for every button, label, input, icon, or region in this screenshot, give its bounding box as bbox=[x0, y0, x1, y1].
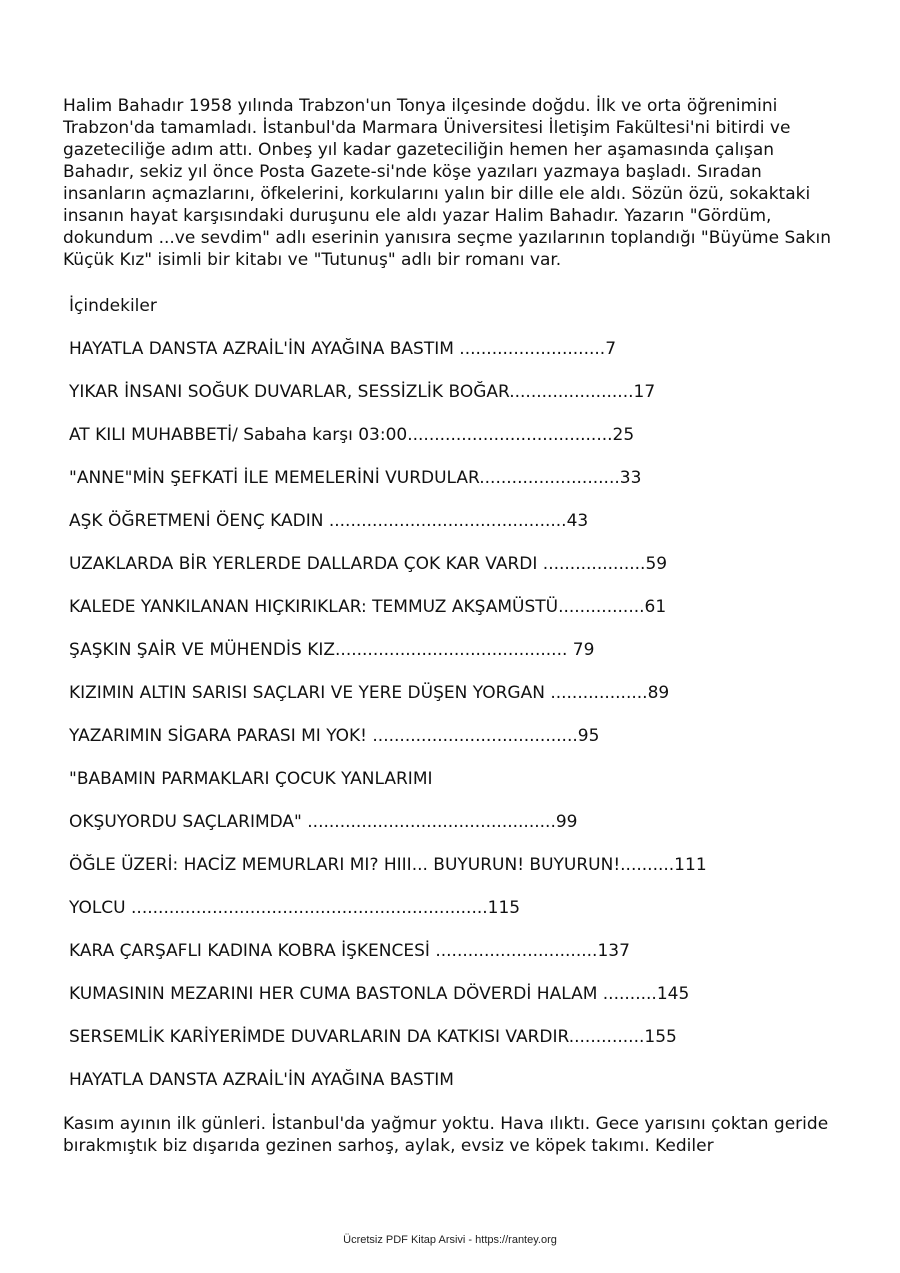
toc-entry: "ANNE"MİN ŞEFKATİ İLE MEMELERİNİ VURDULAR..........................33 bbox=[69, 468, 642, 488]
toc-heading: İçindekiler bbox=[69, 296, 157, 316]
toc-entry: OKŞUYORDU SAÇLARIMDA" ..............................................99 bbox=[69, 812, 578, 832]
toc-entry: AT KILI MUHABBETİ/ Sabaha karşı 03:00......................................25 bbox=[69, 425, 635, 445]
toc-entry: YOLCU ..................................................................115 bbox=[69, 898, 521, 918]
toc-entry: SERSEMLİK KARİYERİMDE DUVARLARIN DA KATKISI VARDIR..............155 bbox=[69, 1027, 677, 1047]
chapter-heading: HAYATLA DANSTA AZRAİL'İN AYAĞINA BASTIM bbox=[69, 1070, 454, 1090]
toc-entry: "BABAMIN PARMAKLARI ÇOCUK YANLARIMI bbox=[69, 769, 433, 789]
toc-entry: UZAKLARDA BİR YERLERDE DALLARDA ÇOK KAR VARDI ...................59 bbox=[69, 554, 668, 574]
author-bio-paragraph: Halim Bahadır 1958 yılında Trabzon'un Tonya ilçesinde doğdu. İlk ve orta öğrenimini Trabzon'da tamamladı. İstanbul'da Marmara Üniversitesi İletişim Fakültesi'ni bitirdi ve gazeteciliğe adım attı. Onbeş yıl kadar gazeteciliğin hemen her aşamasında çalışan Bahadır, sekiz yıl önce Posta Gazete-si'nde köşe yazıları yazmaya başladı. Sıradan insanların açmazlarını, öfkelerini, korkularını yalın bir dille ele aldı. Sözün özü, sokaktaki insanın hayat karşısındaki duruşunu ele aldı yazar Halim Bahadır. Yazarın "Gördüm, dokundum ...ve sevdim" adlı eserinin yanısıra seçme yazılarının toplandığı "Büyüme Sakın Küçük Kız" isimli bir kitabı ve "Tutunuş" adlı bir romanı var. bbox=[63, 96, 831, 270]
chapter-body-paragraph: Kasım ayının ilk günleri. İstanbul'da yağmur yoktu. Hava ılıktı. Gece yarısını çoktan geride bırakmıştık biz dışarıda gezinen sarhoş, aylak, evsiz ve köpek takımı. Kediler bbox=[63, 1114, 829, 1156]
toc-entry: HAYATLA DANSTA AZRAİL'İN AYAĞINA BASTIM ...........................7 bbox=[69, 339, 617, 359]
toc-entry: YAZARIMIN SİGARA PARASI MI YOK! ......................................95 bbox=[69, 726, 600, 746]
toc-entry: KUMASININ MEZARINI HER CUMA BASTONLA DÖVERDİ HALAM ..........145 bbox=[69, 984, 690, 1004]
table-of-contents bbox=[63, 338, 843, 1091]
toc-entry: ÖĞLE ÜZERİ: HACİZ MEMURLARI MI? HIII... BUYURUN! BUYURUN!..........111 bbox=[69, 855, 707, 875]
toc-entry: KALEDE YANKILANAN HIÇKIRIKLAR: TEMMUZ AKŞAMÜSTÜ................61 bbox=[69, 597, 667, 617]
document-page bbox=[63, 95, 843, 1157]
toc-entry: YIKAR İNSANI SOĞUK DUVARLAR, SESSİZLİK BOĞAR.......................17 bbox=[69, 382, 656, 402]
toc-entry: KIZIMIN ALTIN SARISI SAÇLARI VE YERE DÜŞEN YORGAN ..................89 bbox=[69, 683, 670, 703]
toc-entry: KARA ÇARŞAFLI KADINA KOBRA İŞKENCESİ ..............................137 bbox=[69, 941, 630, 961]
page-footer: Ücretsiz PDF Kitap Arsivi - https://rantey.org bbox=[343, 1234, 557, 1246]
toc-entry: AŞK ÖĞRETMENİ ÖENÇ KADIN ............................................43 bbox=[69, 511, 589, 531]
toc-entry: ŞAŞKIN ŞAİR VE MÜHENDİS KIZ........................................... 79 bbox=[69, 640, 595, 660]
